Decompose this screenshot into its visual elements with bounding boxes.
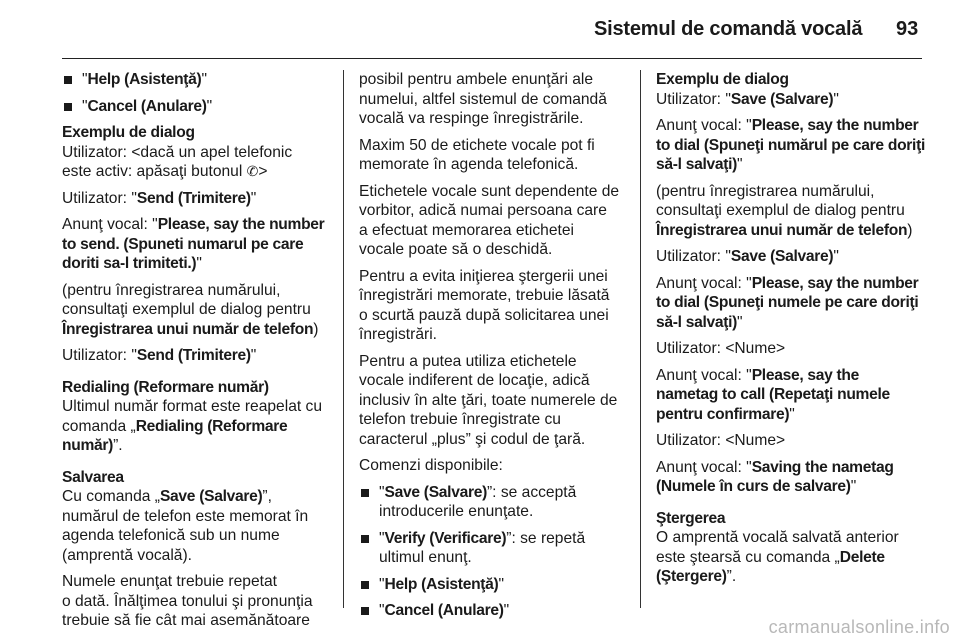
paragraph (656, 182, 928, 241)
bullet-square-icon (361, 535, 369, 543)
command-text: număr) (62, 437, 114, 454)
paragraph: Utilizator: "Send (Trimitere)" (62, 347, 257, 364)
text-line: Utilizator: (656, 248, 726, 265)
text-line: Anunţ vocal: (656, 274, 747, 292)
command-text: to dial (Spuneţi numărul pe care doriţi (656, 136, 926, 154)
section-heading: Salvarea (62, 468, 124, 486)
paragraph: Comenzi disponibile: (359, 457, 503, 474)
paragraph (359, 136, 625, 175)
list-item: "Help (Asistenţă)" (359, 575, 625, 595)
text-line: ultimul enunţ. (379, 549, 472, 566)
command-text: Help (Asistenţă) (87, 71, 202, 88)
paragraph: Utilizator: "Save (Salvare)" (656, 248, 839, 265)
list-item: "Cancel (Anulare)" (359, 601, 625, 621)
paragraph: Utilizator: "Send (Trimitere)" (62, 189, 257, 207)
paragraph: Utilizator: <Nume> (656, 432, 786, 449)
text-line: O amprentă vocală salvată anterior (656, 529, 899, 546)
text-line: Utilizator: <dacă un apel telefonic (62, 143, 293, 161)
text-line: numelui, altfel sistemul de comandă (359, 90, 607, 108)
bullet-square-icon (64, 76, 72, 84)
text-line: posibil pentru ambele enunţări ale (359, 71, 594, 88)
text-line: ”. (726, 568, 737, 585)
command-text: to send. (Spuneti numarul pe care (62, 235, 304, 253)
section-heading: Exemplu de dialog (656, 71, 789, 88)
paragraph (62, 281, 330, 340)
text-line: Anunţ vocal: (656, 117, 747, 134)
watermark: carmanualsonline.info (768, 617, 950, 637)
text-line: Numele enunţat trebuie repetat (62, 573, 277, 590)
paragraph (656, 528, 928, 587)
column-2 (359, 70, 625, 628)
section-heading: Redialing (Reformare număr) (62, 378, 269, 396)
command-text: Save (Salvare) (730, 90, 834, 108)
page-title: Sistemul de comandă vocală (594, 18, 863, 40)
text-line: a efectuat memorarea etichetei (359, 221, 574, 239)
paragraph (359, 352, 625, 450)
column-1 (62, 70, 330, 638)
command-text: nametag to call (Repetaţi numele (656, 386, 890, 403)
column-3 (656, 70, 928, 594)
text-line: numărul de telefon este memorat în (62, 507, 309, 525)
paragraph (359, 267, 625, 345)
command-text: să-l salvaţi) (656, 313, 738, 331)
command-text: to dial (Spuneţi numele pe care doriţi (656, 294, 919, 311)
text-line: vocale indiferent de locaţie, adică (359, 372, 590, 389)
paragraph: Anunţ vocal: "Please, say the number to dial (Spuneţi numărul pe care doriţi să-l salvaţi)" (656, 117, 926, 173)
paragraph: Anunţ vocal: "Saving the nametag (Numele în curs de salvare)" (656, 458, 894, 495)
text-line: ”: se repetă (506, 529, 586, 547)
text-line: inclusiv în alte ţări, toate numerele de (359, 391, 618, 409)
text-line: (amprentă vocală). (62, 546, 193, 564)
text-line: (pentru înregistrarea numărului, (656, 182, 875, 200)
header-rule (62, 58, 922, 59)
text-line: ”. (113, 437, 123, 454)
text-line: agenda telefonică sub un nume (62, 527, 280, 544)
command-text: Cancel (Anulare) (384, 602, 504, 619)
command-text: Delete (839, 548, 885, 566)
text-line: vocale poate să o deschidă. (359, 241, 553, 258)
paragraph (62, 487, 330, 565)
command-text: Verify (Verificare) (384, 529, 507, 547)
text-line: Anunţ vocal: (656, 458, 747, 476)
text-line: ) (313, 320, 319, 338)
command-text: Please, say the number (157, 216, 325, 233)
text-line: Utilizator: (62, 347, 132, 364)
text-line: caracterul „plus” şi codul de ţară. (359, 430, 586, 448)
text-line: Anunţ vocal: (62, 216, 153, 233)
command-text: să-l salvaţi) (656, 156, 738, 173)
text-line: > (258, 163, 268, 180)
command-text: Save (Salvare) (384, 483, 487, 501)
command-text: Save (Salvare) (159, 488, 263, 505)
reference-text: Înregistrarea unui număr de telefon (62, 320, 314, 338)
text-line: Pentru a evita iniţierea ştergerii unei (359, 267, 608, 285)
text-line: ) (907, 221, 913, 239)
paragraph (359, 182, 625, 260)
paragraph: Anunţ vocal: "Please, say the number to send. (Spuneti numarul pe care doriti sa-l trimiteti.)" (62, 216, 325, 272)
bullet-square-icon (361, 489, 369, 497)
paragraph (359, 70, 625, 129)
section-heading: Exemplu de dialog (62, 124, 195, 141)
text-line: memorate în agenda telefonică. (359, 156, 579, 173)
paragraph (62, 397, 330, 456)
section-heading: Ştergerea (656, 509, 726, 527)
list-item: "Save (Salvare)”: se acceptă introducerile enunţate. (359, 483, 625, 522)
command-text: Please, say the (751, 366, 860, 384)
paragraph: Anunţ vocal: "Please, say the nametag to call (Repetaţi numele pentru confirmare)" (656, 366, 890, 423)
text-line: Anunţ vocal: (656, 366, 747, 384)
text-line: Utilizator: (656, 90, 726, 108)
text-line: consultaţi exemplul de dialog pentru (656, 202, 905, 219)
text-line: Maxim 50 de etichete vocale pot fi (359, 136, 595, 154)
text-line: Pentru a putea utiliza etichetele (359, 352, 577, 370)
text-line: Cu comanda „ (62, 488, 160, 505)
text-line: vorbitor, adică numai persoana care (359, 202, 607, 219)
text-line: ”: se acceptă (486, 483, 577, 501)
command-text: Send (Trimitere) (136, 347, 251, 364)
command-text: Send (Trimitere) (136, 189, 251, 207)
column-divider-2 (640, 70, 641, 608)
paragraph (62, 143, 330, 182)
text-line: o dată. Înălţimea tonului şi pronunţia (62, 592, 313, 610)
reference-text: Înregistrarea unui număr de telefon (656, 221, 908, 239)
text-line: Utilizator: (62, 189, 132, 207)
command-text: pentru confirmare) (656, 405, 790, 423)
text-line: (pentru înregistrarea numărului, (62, 281, 281, 299)
phone-icon: ✆ (246, 163, 259, 179)
list-item: "Verify (Verificare)”: se repetă ultimul enunţ. (359, 529, 625, 568)
command-text: Please, say the number (751, 117, 919, 134)
text-line: telefon trebuie înregistrate cu (359, 411, 561, 428)
command-text: Redialing (Reformare (135, 417, 288, 435)
command-text: Saving the nametag (751, 458, 894, 476)
command-text: (Ştergere) (656, 568, 727, 585)
text-line: Etichetele vocale sunt dependente de (359, 182, 620, 200)
command-text: Please, say the number (751, 274, 919, 292)
column-divider-1 (343, 70, 344, 608)
text-line: înregistrări memorate, trebuie lăsată (359, 287, 610, 304)
text-line: consultaţi exemplul de dialog pentru (62, 301, 311, 318)
text-line: este activ: apăsaţi butonul (62, 163, 247, 180)
text-line: ”, (262, 488, 272, 505)
paragraph (62, 572, 330, 631)
bullet-square-icon (64, 103, 72, 111)
text-line: înregistrări. (359, 326, 437, 343)
text-line: vocală va respinge înregistrările. (359, 110, 584, 127)
text-line: este ştearsă cu comanda „ (656, 548, 840, 566)
page-number: 93 (896, 18, 919, 40)
page-header (0, 0, 960, 56)
bullet-square-icon (361, 607, 369, 615)
command-text: Help (Asistenţă) (384, 575, 499, 593)
paragraph: Anunţ vocal: "Please, say the number to dial (Spuneţi numele pe care doriţi să-l salvaţi)" (656, 274, 919, 331)
text-line: trebuie să fie cât mai asemănătoare (62, 612, 310, 629)
bullet-square-icon (361, 581, 369, 589)
command-text: Save (Salvare) (730, 248, 834, 265)
text-line: comanda „ (62, 417, 136, 435)
text-line: o scurtă pauză după solicitarea unei (359, 306, 609, 324)
text-line: introducerile enunţate. (379, 503, 534, 520)
paragraph: Utilizator: "Save (Salvare)" (656, 90, 839, 108)
text-line: Ultimul număr format este reapelat cu (62, 398, 322, 415)
list-item: "Help (Asistenţă)" (62, 70, 330, 90)
command-text: Cancel (Anulare) (87, 97, 207, 115)
command-text: (Numele în curs de salvare) (656, 478, 851, 495)
command-text: doriti sa-l trimiteti.) (62, 255, 197, 272)
list-item: "Cancel (Anulare)" (62, 97, 330, 117)
paragraph: Utilizator: <Nume> (656, 340, 786, 357)
